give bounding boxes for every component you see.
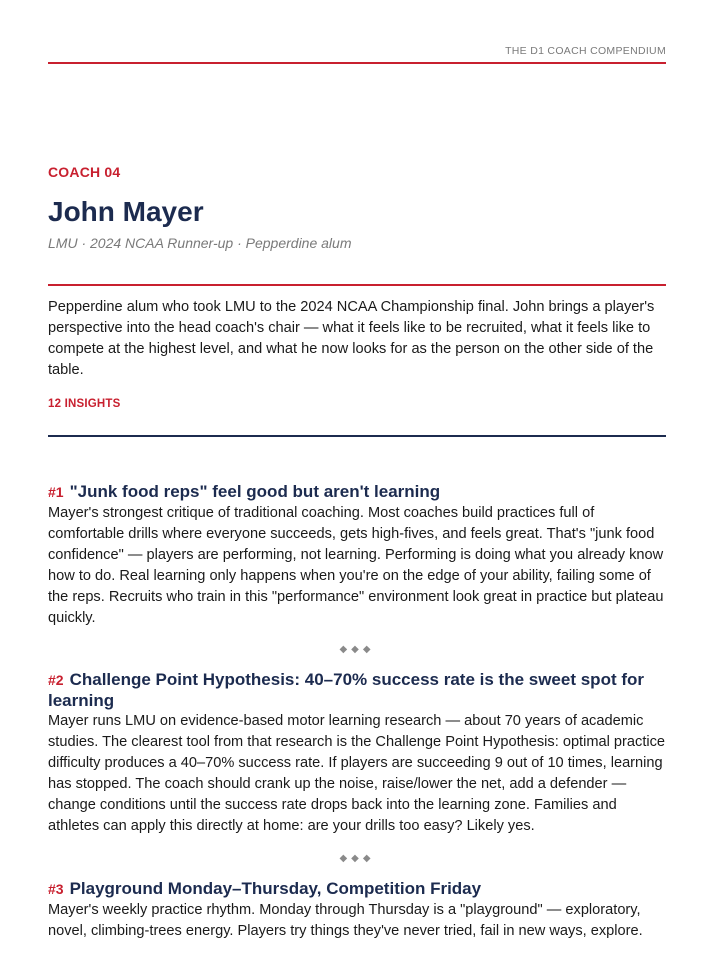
insight-body: Mayer's strongest critique of traditional coaching. Most coaches build practices full of comfortable drills where everyone succeeds, gets high-fives, and feels great. That's "junk food confidence" — players are performing, not learning. Performing is doing what you already know how to do. Real learning only happens when you're on the edge of your ability, failing some of the reps. Recruits who train in this "performance" environment look great in practice but plateau quickly. <box>48 504 664 626</box>
insight-title-text: Challenge Point Hypothesis: 40–70% success rate is the sweet spot for learning <box>48 670 644 710</box>
insight-title <box>48 670 666 711</box>
running-header: THE D1 COACH COMPENDIUM <box>505 45 666 57</box>
section-rule <box>48 284 666 286</box>
insight-body: Mayer's weekly practice rhythm. Monday through Thursday is a "playground" — exploratory, novel, climbing-trees energy. Players try things they've never tried, fail in new ways, explore. <box>48 901 643 939</box>
insight-body: Mayer runs LMU on evidence-based motor learning research — about 70 years of academic studies. The clearest tool from that research is the Challenge Point Hypothesis: optimal practice difficulty produces a 40–70% success rate. If players are succeeding 9 out of 10 times, learning has stopped. The coach should crank up the noise, raise/lower the net, add a defender — change conditions until the success rate drops back into the learning zone. Families and athletes can apply this directly at home: are your drills too easy? Likely yes. <box>48 713 666 834</box>
insight-title-text: "Junk food reps" feel good but aren't learning <box>69 482 441 501</box>
coach-intro: Pepperdine alum who took LMU to the 2024 NCAA Championship final. John brings a player's perspective into the head coach's chair — what it feels like to be recruited, what it feels like to compete at the highest level, and what he now looks for as the person on the other side of the table. <box>48 299 655 378</box>
insight-item <box>48 482 666 629</box>
insight-title <box>48 482 666 503</box>
insight-title-text: Playground Monday–Thursday, Competition Friday <box>69 879 482 898</box>
diamond-divider: ◆◆◆ <box>339 644 375 655</box>
coach-meta: LMU · 2024 NCAA Runner-up · Pepperdine alum <box>48 235 352 251</box>
coach-label: COACH 04 <box>48 164 121 180</box>
insight-title <box>48 879 666 900</box>
insight-number: #1 <box>48 484 64 500</box>
insight-item <box>48 670 666 837</box>
insight-number: #2 <box>48 672 64 688</box>
insight-item <box>48 879 666 942</box>
diamond-divider: ◆◆◆ <box>339 853 375 864</box>
header-rule <box>48 62 666 64</box>
insights-rule <box>48 435 666 437</box>
coach-name: John Mayer <box>48 196 204 227</box>
insight-count: 12 INSIGHTS <box>48 398 121 410</box>
insight-number: #3 <box>48 881 64 897</box>
